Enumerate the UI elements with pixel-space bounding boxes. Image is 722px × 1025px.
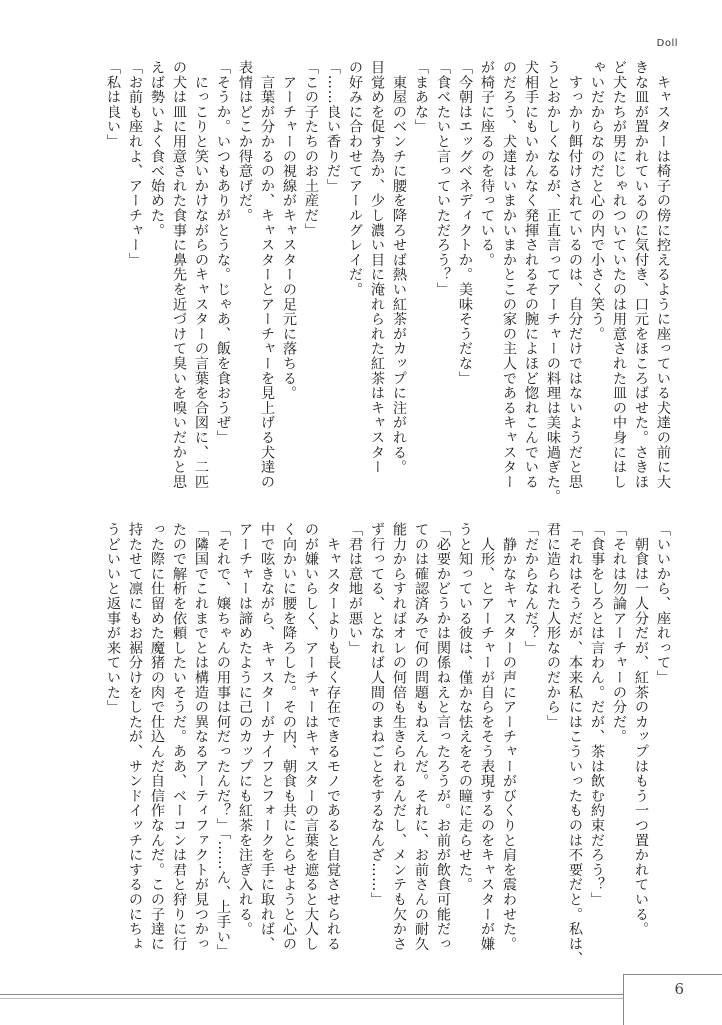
running-header: Doll bbox=[656, 38, 678, 49]
text-line: にっこりと笑いかけながらのキャスターの言葉を合図に、二匹 bbox=[193, 60, 209, 490]
text-line: 言葉が分かるのか、キャスターとアーチャーを見上げる犬達の bbox=[259, 60, 275, 490]
text-line: 朝食は一人分だが、紅茶のカップはもう一つ置かれている。 bbox=[633, 522, 649, 937]
text-line: 持たせて凛にもお裾分けをしたが、サンドイッチにするのにちょ bbox=[127, 522, 143, 952]
text-line: 「君は意地が悪い」 bbox=[347, 522, 363, 656]
footer-rule bbox=[0, 994, 722, 995]
text-line: きな皿が置かれているのに気付き、口元をほころばせた。さきほ bbox=[633, 60, 649, 490]
text-line: アーチャーの視線がキャスターの足元に落ちる。 bbox=[281, 60, 297, 401]
text-line: 「この子たちのお土産だ」 bbox=[303, 60, 319, 238]
text-line: ず行ってる、となれば人間のまねごとをするなんざ……」 bbox=[369, 522, 385, 907]
footer-rule-secondary bbox=[0, 998, 660, 999]
text-line: 「……良い香りだ」 bbox=[325, 60, 341, 194]
text-line: 表情はどこか得意げだ。 bbox=[237, 60, 253, 223]
text-line: てのは確認済みで何の問題もねえんだ。それに、お前さんの耐久 bbox=[413, 522, 429, 952]
text-line: のだろう、犬達はいまかいまかとこの家の主人であるキャスター bbox=[501, 60, 517, 490]
text-line: うと知っている彼は、僅かな怯えをその瞳に走らせた。 bbox=[457, 522, 473, 892]
text-line: 犬相手にもいかんなく発揮されるその腕によほど惚れこんでいる bbox=[523, 60, 539, 490]
text-line: すっかり餌付けされているのは、自分だけではないようだと思 bbox=[567, 60, 583, 490]
text-line: キャスターよりも長く存在できるモノであると自覚させられる bbox=[325, 522, 341, 952]
page-number: 6 bbox=[674, 980, 684, 998]
text-line: 「必要かどうかは関係ねえと言ったろうが。お前が飲食可能だっ bbox=[435, 522, 451, 952]
text-line: 中で呟きながら、キャスターがナイフとフォークを手に取れば、 bbox=[259, 522, 275, 952]
text-line: く向かいに腰を降ろした。その内、朝食も共にとらせようと心の bbox=[281, 522, 297, 952]
text-line: 「いいから、座れって」 bbox=[655, 522, 671, 685]
text-line: 「食べたいと言っていただろう？」 bbox=[435, 60, 451, 297]
text-line: 「隣国でこれまでとは構造の異なるアーティファクトが見つかっ bbox=[193, 522, 209, 952]
text-line: 「まあな」 bbox=[413, 60, 429, 134]
text-line: 能力からすればオレの何倍も生きられるんだし、メンテも欠かさ bbox=[391, 522, 407, 952]
text-line: 「そうか。いつもありがとうな。じゃあ、飯を食おうぜ」 bbox=[215, 60, 231, 445]
text-line: の好みに合わせてアールグレイだ。 bbox=[347, 60, 363, 297]
text-line: の犬は皿に用意された食事に鼻先を近づけて臭いを嗅いだかと思 bbox=[171, 60, 187, 490]
text-block-lower bbox=[74, 522, 674, 966]
text-line: アーチャーは諦めたように己のカップにも紅茶を注ぎ入れる。 bbox=[237, 522, 253, 937]
text-line: 「だからなんだ？」 bbox=[523, 522, 539, 656]
text-line: 君に造られた人形なのだから」 bbox=[545, 522, 561, 730]
text-line: 「お前も座れよ、アーチャー」 bbox=[127, 60, 143, 268]
text-line: うどいいと返事が来ていた」 bbox=[105, 522, 121, 715]
text-block-upper bbox=[74, 60, 674, 504]
text-line: えば勢いよく食べ始めた。 bbox=[149, 60, 165, 238]
page-number-box bbox=[623, 974, 722, 1025]
text-line: 「それで、嬢ちゃんの用事は何だったんだ？」「……ん、上手い」 bbox=[215, 522, 231, 959]
text-line: ゃいだからなのだと心の内で小さく笑う。 bbox=[589, 60, 605, 342]
text-line: が椅子に座るのを待っている。 bbox=[479, 60, 495, 268]
text-line: 静かなキャスターの声にアーチャーがびくりと肩を震わせた。 bbox=[501, 522, 517, 952]
text-line: 「それは勿論アーチャーの分だ。 bbox=[611, 522, 627, 744]
text-line: のが嫌いらしく、アーチャーはキャスターの言葉を遮ると大人し bbox=[303, 522, 319, 952]
text-line: ど犬たちが男にじゃれついていたのは用意された皿の中身にはし bbox=[611, 60, 627, 490]
text-line: 東屋のベンチに腰を降ろせば熱い紅茶がカップに注がれる。 bbox=[391, 60, 407, 475]
text-line: 「私は良い」 bbox=[105, 60, 121, 149]
text-line: キャスターは椅子の傍に控えるように座っている犬達の前に大 bbox=[655, 60, 671, 490]
text-line: たので解析を依頼したいそうだ。ああ、ベーコンは君と狩りに行 bbox=[171, 522, 187, 952]
text-line: った際に仕留めた魔猪の肉で仕込んだ自信作なんだ。この子達に bbox=[149, 522, 165, 952]
text-line: うとおかしくなるが、正直言ってアーチャーの料理は美味過ぎた。 bbox=[545, 60, 561, 504]
text-line: 目覚めを促す為か、少し濃い目に淹れられた紅茶はキャスター bbox=[369, 60, 385, 475]
text-line: 「今朝はエッグベネディクトか。美味そうだな」 bbox=[457, 60, 473, 386]
text-line: 人形、とアーチャーが自らをそう表現するのをキャスターが嫌 bbox=[479, 522, 495, 952]
text-line: 「それはそうだが、本来私にはこういったものは不要だと。私は、 bbox=[567, 522, 583, 966]
text-line: 「食事をしろとは言わん。だが、茶は飲む約束だろう？」 bbox=[589, 522, 605, 907]
